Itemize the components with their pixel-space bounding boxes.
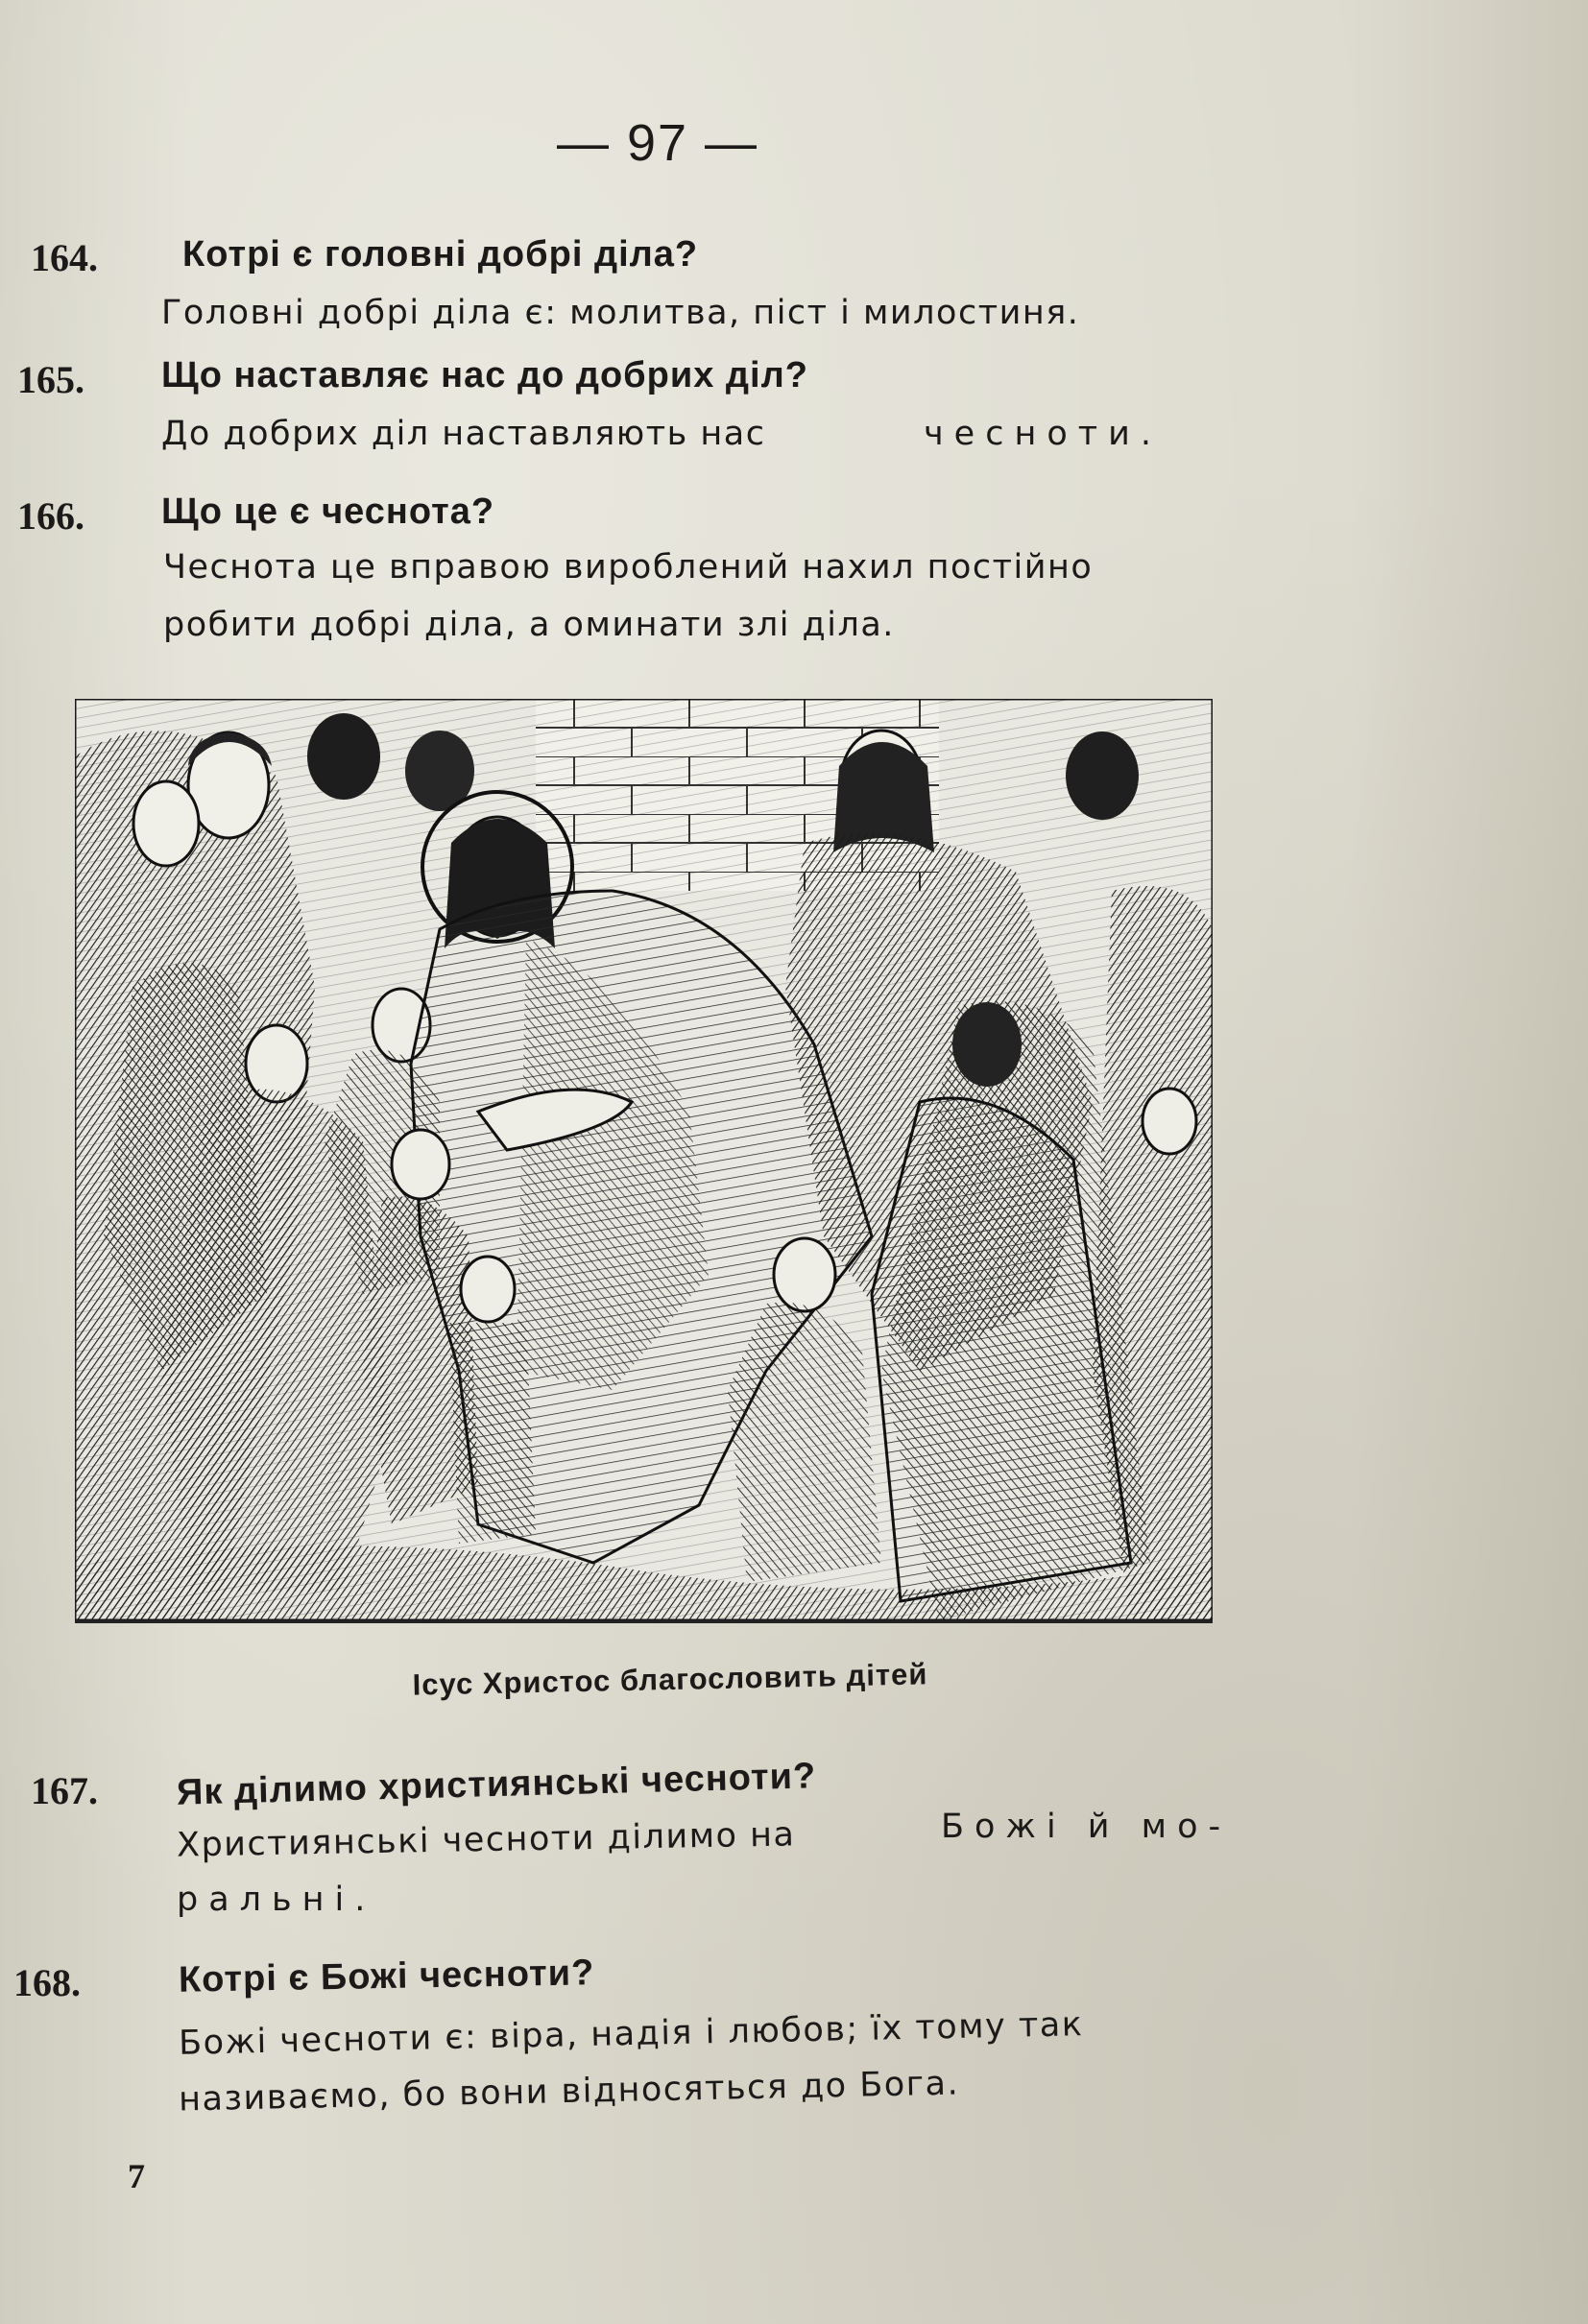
engraving-jesus-blessing-children-image <box>75 699 1213 1623</box>
answer-line: Головні добрі діла є: молитва, піст і милостиня. <box>161 294 1080 332</box>
illustration-caption: Ісус Христос благословить дітей <box>412 1657 928 1702</box>
question-number: 164. <box>31 236 98 279</box>
answer-line: До добрих діл наставляють нас <box>161 415 766 453</box>
page-number: — 97 — <box>556 114 759 172</box>
question-number: 166. <box>17 494 84 538</box>
question-number: 168. <box>13 1961 81 2004</box>
answer-line: Християнські чесноти ділимо на <box>176 1815 796 1865</box>
answer-emphasis: чесноти. <box>924 415 1163 453</box>
answer-emphasis: Божі й мо- <box>941 1808 1232 1846</box>
question-text: Що це є чеснота? <box>161 491 495 532</box>
signature-mark: 7 <box>128 2157 145 2195</box>
question-number: 165. <box>17 358 84 401</box>
question-number: 167. <box>31 1769 98 1812</box>
answer-line: робити добрі діла, а оминати злі діла. <box>163 606 895 644</box>
answer-line: Божі чесноти є: віра, надія і любов; їх тому так <box>178 2005 1084 2063</box>
question-text: Як ділимо християнські чесноти? <box>176 1756 817 1813</box>
answer-line: Чеснота це вправою вироблений нахил постійно <box>163 548 1094 587</box>
answer-line: називаємо, бо вони відносяться до Бога. <box>178 2064 960 2120</box>
question-text: Котрі є Божі чесноти? <box>178 1953 595 2001</box>
question-text: Що наставляє нас до добрих діл? <box>161 355 808 395</box>
question-text: Котрі є головні добрі діла? <box>182 234 699 275</box>
answer-line: ральні. <box>177 1881 376 1919</box>
